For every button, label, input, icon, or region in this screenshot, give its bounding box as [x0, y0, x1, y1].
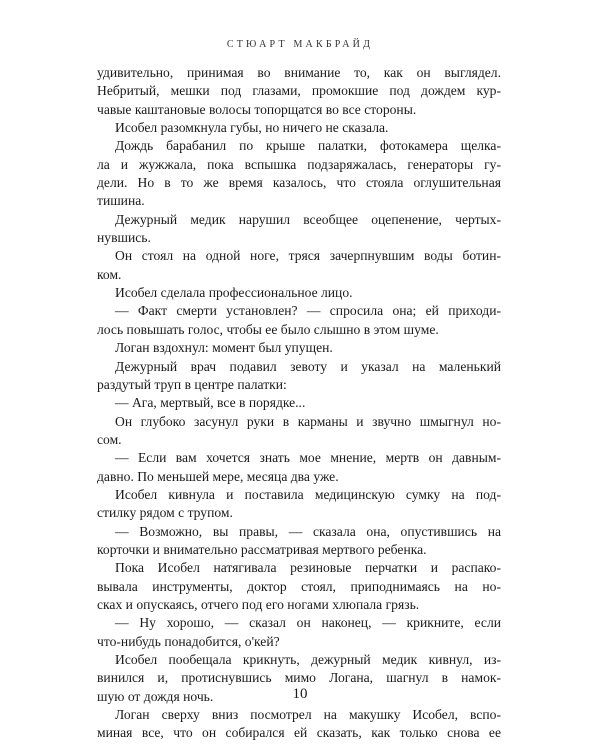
- text-line: Дежурный медик нарушил всеобщее оцепенение, чертых-: [115, 211, 501, 227]
- text-line: — Если вам хочется знать мое мнение, мертв он давным-: [115, 450, 501, 466]
- page-number: 10: [292, 686, 308, 702]
- text-line: Логан вздохнул: момент был упущен.: [115, 340, 333, 356]
- text-line: вывала инструменты, доктор стоял, приподнимаясь на но-: [97, 578, 501, 594]
- text-line: Исобел сделала профессиональное лицо.: [115, 285, 353, 301]
- text-line: удивительно, принимая во внимание то, как он выглядел.: [97, 65, 501, 80]
- text-line: ла и жужжала, пока вспышка подзаряжалась, генераторы гу-: [97, 156, 501, 172]
- text-line: Он глубоко засунул руки в карманы и звучно шмыгнул но-: [115, 413, 501, 429]
- text-line: Пока Исобел натягивала резиновые перчатки и распако-: [115, 560, 501, 576]
- text-line: сках и опускаясь, отчего под его ногами хлюпала грязь.: [97, 596, 420, 612]
- text-line: Исобел разомкнула губы, но ничего не сказала.: [115, 120, 389, 136]
- text-line: — Ага, мертвый, все в порядке...: [115, 395, 306, 411]
- text-line: стилку рядом с трупом.: [97, 505, 233, 521]
- text-line: нувшись.: [97, 230, 151, 246]
- body-text: [97, 64, 501, 743]
- text-line: винился и, протиснувшись мимо Логана, шагнул в намок-: [97, 670, 501, 686]
- text-line: — Возможно, вы правы, — сказала она, опустившись на: [115, 523, 501, 539]
- text-line: раздутый труп в центре палатки:: [97, 376, 287, 392]
- text-line: давно. По меньшей мере, месяца два уже.: [97, 468, 339, 484]
- text-line: лось повышать голос, чтобы ее было слышно в этом шуме.: [97, 321, 439, 337]
- text-line: Исобел пообещала крикнуть, дежурный медик кивнул, из-: [115, 652, 501, 667]
- text-line: ком.: [97, 266, 122, 282]
- text-line: что-нибудь понадобится, о'кей?: [97, 633, 280, 649]
- text-line: тишина.: [97, 193, 145, 209]
- text-line: — Ну хорошо, — сказал он наконец, — крикните, если: [115, 615, 501, 631]
- text-line: Он стоял на одной ноге, тряся зачерпнувшим воды ботин-: [115, 248, 501, 264]
- text-line: сом.: [97, 431, 122, 447]
- text-line: Дежурный врач подавил зевоту и указал на маленький: [115, 358, 501, 374]
- text-line: Небритый, мешки под глазами, промокшие под дождем кур-: [97, 83, 501, 99]
- text-line: Дождь барабанил по крыше палатки, фотокамера щелка-: [115, 138, 501, 154]
- text-line: — Факт смерти установлен? — спросила она; ей приходи-: [115, 303, 501, 319]
- text-line: шую от дождя ночь.: [97, 688, 214, 704]
- text-line: корточки и внимательно рассматривая мертвого ребенка.: [97, 541, 427, 557]
- text-line: чавые каштановые волосы топорщатся во все стороны.: [97, 101, 417, 117]
- text-line: миная все, что он собирался ей сказать, как только снова ее: [97, 725, 501, 741]
- text-line: дели. Но в то же время казалось, что стояла оглушительная: [97, 175, 501, 191]
- text-line: Логан сверху вниз посмотрел на макушку Исобел, вспо-: [115, 707, 501, 723]
- text-line: Исобел кивнула и поставила медицинскую сумку на под-: [115, 486, 501, 502]
- running-head-author: СТЮАРТ МАКБРАЙД: [226, 39, 374, 50]
